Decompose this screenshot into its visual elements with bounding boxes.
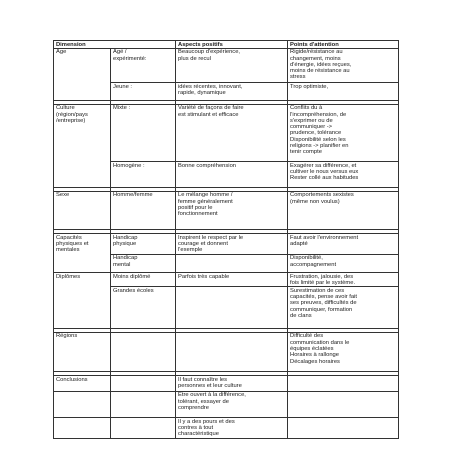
table-row — [54, 104, 399, 162]
attention-cell: Comportements sexistes (même non voulus) — [288, 191, 399, 230]
subcategory-cell: Handicap physique — [111, 234, 176, 255]
subcategory-cell: Homme/femme — [111, 191, 176, 230]
subcategory-cell: Handicap mental — [111, 254, 176, 273]
subcategory-cell — [111, 376, 176, 392]
attention-cell: Surestimation de ces capacités, pense avoir fait ses preuves, difficultés de communiquer, formation de clans — [288, 287, 399, 329]
attention-cell: Disponibilité, accompagnement — [288, 254, 399, 273]
table-row — [54, 273, 399, 287]
dimension-cell: Age — [54, 48, 111, 100]
attention-cell: Difficulté des communication dans le équipes éclatées Horaires à rallonge Décalages horaires — [288, 332, 399, 372]
subcategory-cell — [111, 418, 176, 438]
subcategory-cell — [111, 391, 176, 418]
attention-cell — [288, 418, 399, 438]
positive-cell — [176, 254, 288, 273]
table-row — [54, 418, 399, 438]
table-row — [54, 391, 399, 418]
positive-cell: Le mélange homme / femme généralement positif pour le fonctionnement — [176, 191, 288, 230]
header-attention: Points d'attention — [288, 41, 399, 49]
table-row — [54, 48, 399, 83]
table-row — [54, 234, 399, 255]
subcategory-cell: Mixte : — [111, 104, 176, 162]
attention-cell: Rigide/résistance au changement, moins d'énergie, idées reçues, moins de résistance au stress — [288, 48, 399, 83]
header-dimension: Dimension — [54, 41, 176, 49]
subcategory-cell: Jeune : — [111, 83, 176, 101]
dimension-cell — [54, 391, 111, 418]
attention-cell: Exagérer sa différence, et cultiver le nous versus eux Rester collé aux habitudes — [288, 162, 399, 188]
header-row — [54, 41, 399, 49]
subcategory-cell: Homogène : — [111, 162, 176, 188]
attention-cell — [288, 391, 399, 418]
dimension-cell: Sexe — [54, 191, 111, 230]
positive-cell: Bonne compréhension — [176, 162, 288, 188]
document-page — [53, 40, 399, 439]
positive-cell: Variété de façons de faire est stimulant et efficace — [176, 104, 288, 162]
dimension-cell: Diplômes — [54, 273, 111, 329]
dimension-cell: Culture (région/pays /entreprise) — [54, 104, 111, 187]
table-row — [54, 376, 399, 392]
dimension-cell: Capacités physiques et mentales — [54, 234, 111, 273]
positive-cell: Inspirent le respect par le courage et donnent l'exemple — [176, 234, 288, 255]
dimension-cell — [54, 418, 111, 438]
positive-cell: Beaucoup d'expérience, plus de recul — [176, 48, 288, 83]
attention-cell: Trop optimiste, — [288, 83, 399, 101]
dimension-cell: Régions — [54, 332, 111, 372]
subcategory-cell — [111, 332, 176, 372]
positive-cell: Etre ouvert à la différence, tolérant, essayer de comprendre — [176, 391, 288, 418]
subcategory-cell: Grandes écoles — [111, 287, 176, 329]
attention-cell — [288, 376, 399, 392]
attention-cell: Faut avoir l'environnement adapté — [288, 234, 399, 255]
attention-cell: Frustration, jalousie, des fois limité par le système. — [288, 273, 399, 287]
positive-cell: idées récentes, innovant, rapide, dynamique — [176, 83, 288, 101]
positive-cell: Il faut connaître les personnes et leur culture — [176, 376, 288, 392]
dimension-cell: Conclusions — [54, 376, 111, 392]
table-row — [54, 332, 399, 372]
table-row — [54, 191, 399, 230]
positive-cell — [176, 287, 288, 329]
positive-cell: Il y a des pours et des contres à tout charactéristique — [176, 418, 288, 438]
positive-cell — [176, 332, 288, 372]
subcategory-cell: Moins diplômé — [111, 273, 176, 287]
attention-cell: Conflits du à l'incompréhension, de s'exprimer ou de communiquer -> prudence, tolérance Disponibilité selon les religions -> planifier en tenir compte — [288, 104, 399, 162]
header-positive: Aspects positifs — [176, 41, 288, 49]
diversity-table — [53, 40, 399, 439]
subcategory-cell: Agé / expérimenté: — [111, 48, 176, 83]
positive-cell: Parfois très capable — [176, 273, 288, 287]
